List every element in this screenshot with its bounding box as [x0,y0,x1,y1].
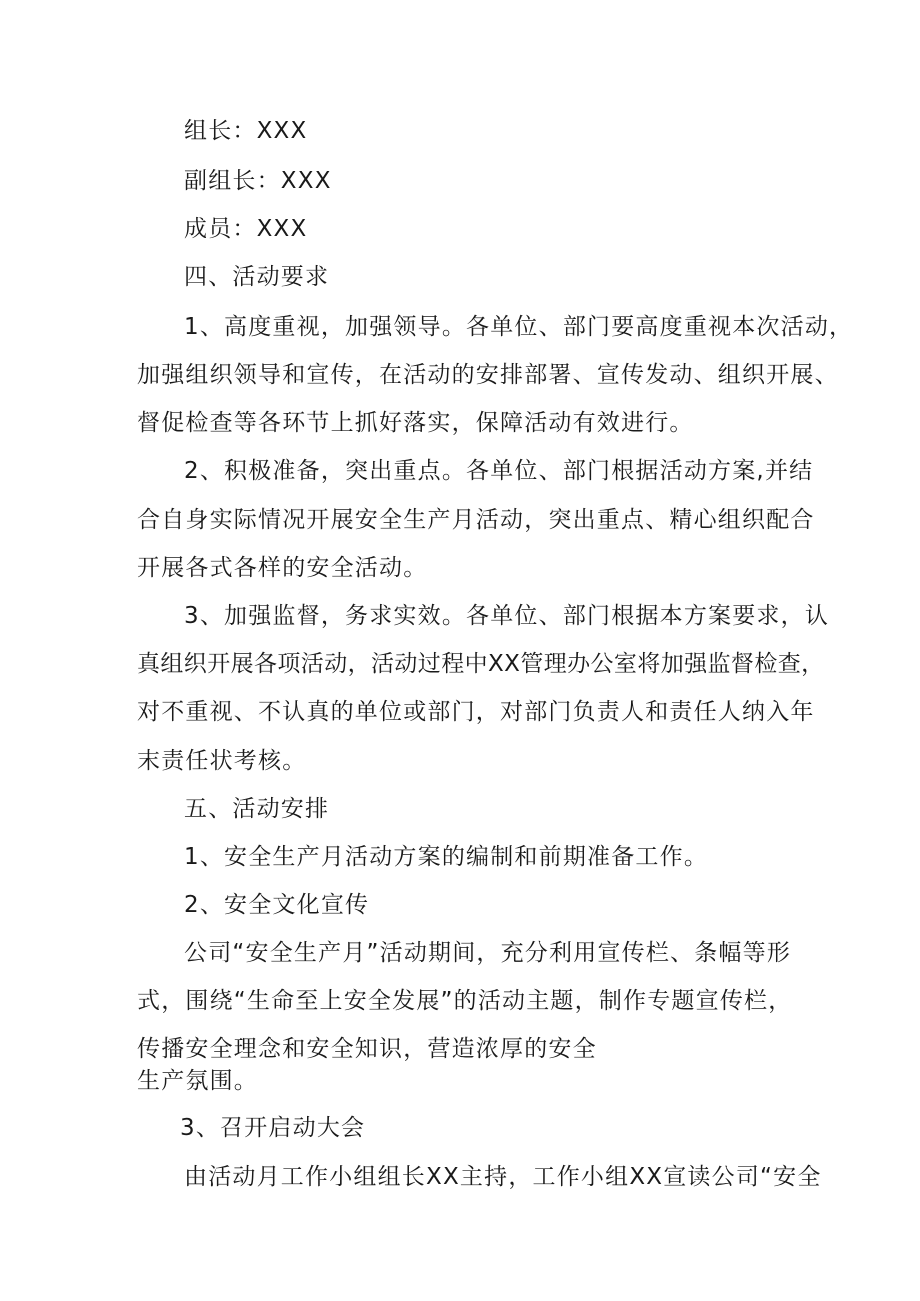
leader-line: 组长：XXX [184,118,308,144]
paragraph-line: 开展各式各样的安全活动。 [137,555,428,581]
deputy-leader-line: 副组长：XXX [184,168,332,194]
paragraph-line: 1、高度重视，加强领导。各单位、部门要高度重视本次活动， [184,314,854,340]
paragraph-line: 真组织开展各项活动，活动过程中XX管理办公室将加强监督检查， [137,651,825,677]
section-heading-arrangement: 五、活动安排 [184,796,330,822]
paragraph-line: 对不重视、不认真的单位或部门，对部门负责人和责任人纳入年 [137,699,815,725]
paragraph-line: 合自身实际情况开展安全生产月活动，突出重点、精心组织配合 [137,507,815,533]
paragraph-line: 2、积极准备，突出重点。各单位、部门根据活动方案,并结 [184,458,814,484]
section-heading-requirements: 四、活动要求 [184,264,330,290]
paragraph-line: 3、加强监督，务求实效。各单位、部门根据本方案要求，认 [184,603,830,629]
paragraph-line: 公司“安全生产月”活动期间，充分利用宣传栏、条幅等形 [184,940,792,966]
paragraph-line: 传播安全理念和安全知识，营造浓厚的安全 [137,1036,597,1062]
list-item: 3、召开启动大会 [180,1115,366,1141]
paragraph-line: 生产氛围。 [137,1068,258,1094]
list-item: 1、安全生产月活动方案的编制和前期准备工作。 [184,844,709,870]
members-line: 成员：XXX [184,216,308,242]
paragraph-line: 督促检查等各环节上抓好落实，保障活动有效进行。 [137,410,694,436]
paragraph-line: 末责任状考核。 [137,748,307,774]
paragraph-line: 由活动月工作小组组长XX主持，工作小组XX宣读公司“安全 [184,1164,822,1190]
list-item: 2、安全文化宣传 [184,892,370,918]
paragraph-line: 加强组织领导和宣传，在活动的安排部署、宣传发动、组织开展、 [137,362,839,388]
paragraph-line: 式，围绕“生命至上安全发展”的活动主题，制作专题宣传栏， [137,988,793,1014]
